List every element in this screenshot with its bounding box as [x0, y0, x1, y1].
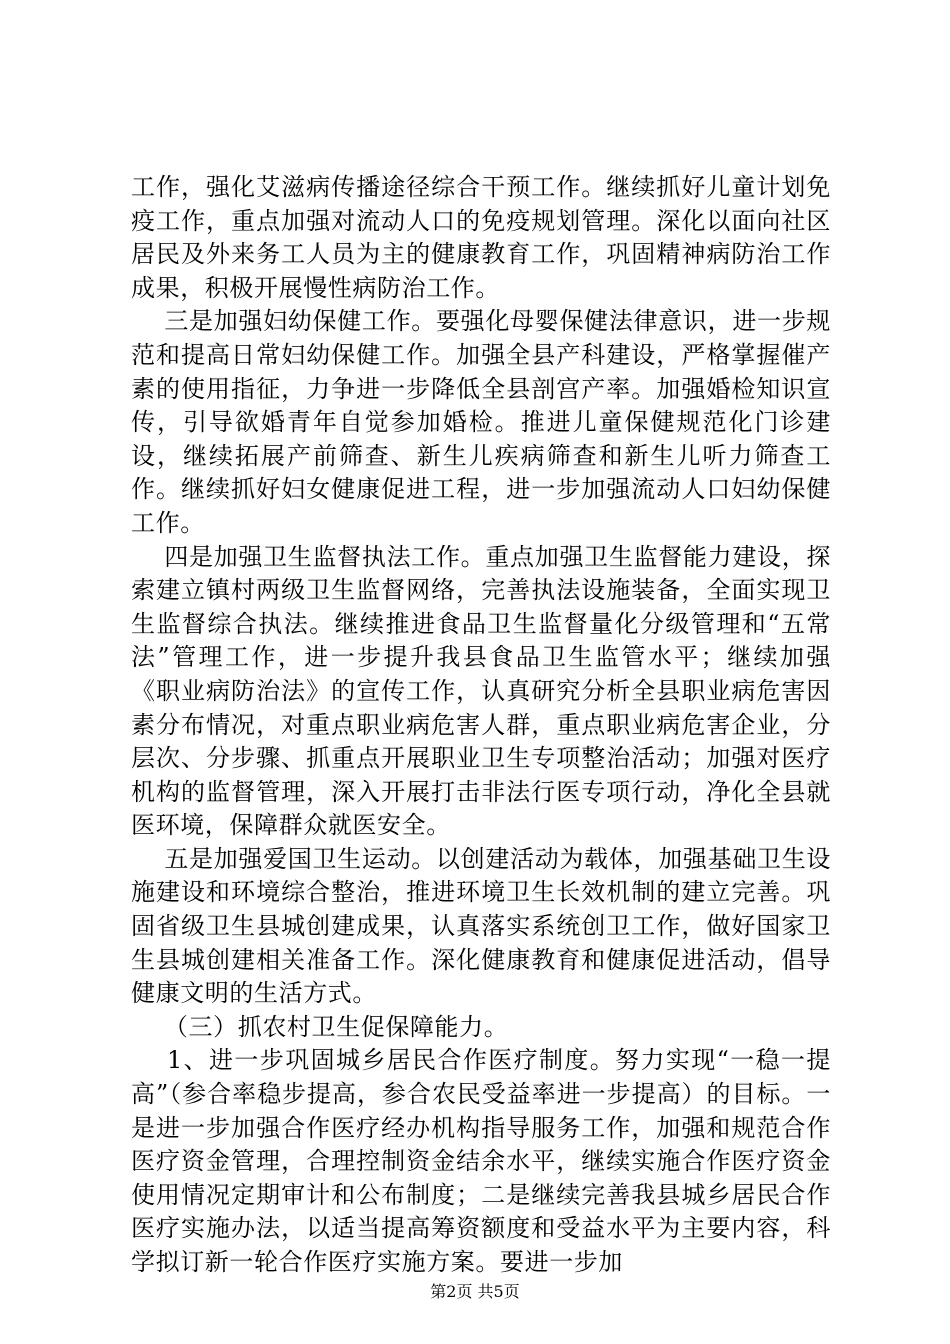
paragraph-patriotic-health: 五是加强爱国卫生运动。以创建活动为载体，加强基础卫生设施建设和环境综合整治，推进环境卫生长效机制的建立完善。巩固省级卫生县城创建成果，认真落实系统创卫工作，做好国家卫生县城创建相关准备工作。深化健康教育和健康促进活动，倡导健康文明的生活方式。 — [131, 844, 832, 1008]
paragraph-cooperative-medical: 1、进一步巩固城乡居民合作医疗制度。努力实现“一稳一提高”（参合率稳步提高，参合农民受益率进一步提高）的目标。一是进一步加强合作医疗经办机构指导服务工作，加强和规范合作医疗资金管理，合理控制资金结余水平，继续实施合作医疗资金使用情况定期审计和公布制度；二是继续完善我县城乡居民合作医疗实施办法，以适当提高筹资额度和受益水平为主要内容，科学拟订新一轮合作医疗实施方案。要进一步加 — [131, 1046, 831, 1276]
section-heading-rural-health: （三）抓农村卫生促保障能力。 — [131, 1012, 509, 1041]
paragraph-health-supervision: 四是加强卫生监督执法工作。重点加强卫生监督能力建设，探索建立镇村两级卫生监督网络，完善执法设施装备，全面实现卫生监督综合执法。继续推进食品卫生监督量化分级管理和“五常法”管理工作，进一步提升我县食品卫生监管水平；继续加强《职业病防治法》的宣传工作，认真研究分析全县职业病危害因素分布情况，对重点职业病危害人群，重点职业病危害企业，分层次、分步骤、抓重点开展职业卫生专项整治活动；加强对医疗机构的监督管理，深入开展打击非法行医专项行动，净化全县就医环境，保障群众就医安全。 — [131, 542, 832, 840]
paragraph-continuation: 工作，强化艾滋病传播途径综合干预工作。继续抓好儿童计划免疫工作，重点加强对流动人口的免疫规划管理。深化以面向社区居民及外来务工人员为主的健康教育工作，巩固精神病防治工作成果，积极开展慢性病防治工作。 — [131, 173, 831, 302]
page-footer: 第2页 共5页 — [430, 1282, 520, 1301]
paragraph-maternal-child-health: 三是加强妇幼保健工作。要强化母婴保健法律意识，进一步规范和提高日常妇幼保健工作。加强全县产科建设，严格掌握催产素的使用指征，力争进一步降低全县剖宫产率。加强婚检知识宣传，引导欲婚青年自觉参加婚检。推进儿童保健规范化门诊建设，继续拓展产前筛查、新生儿疾病筛查和新生儿听力筛查工作。继续抓好妇女健康促进工程，进一步加强流动人口妇幼保健工作。 — [131, 307, 832, 537]
document-body — [131, 171, 831, 1280]
